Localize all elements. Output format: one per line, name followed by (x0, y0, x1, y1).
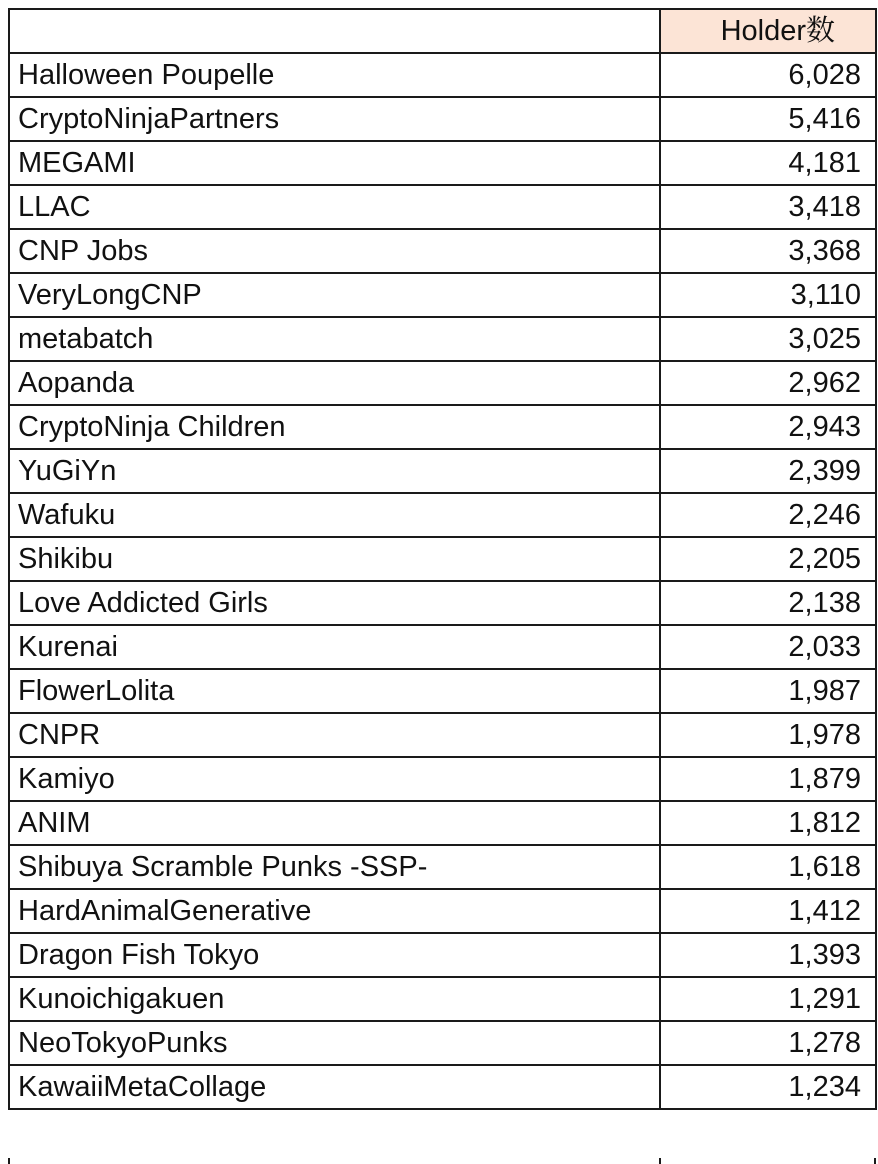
holder-count-cell[interactable]: 5,416 (660, 97, 876, 141)
table-row (9, 53, 876, 97)
next-row-edge (8, 1158, 876, 1164)
table-row (9, 1065, 876, 1109)
table-row (9, 669, 876, 713)
table-row (9, 317, 876, 361)
holder-count-cell[interactable]: 4,181 (660, 141, 876, 185)
collection-name-cell[interactable]: FlowerLolita (9, 669, 660, 713)
table-row (9, 845, 876, 889)
collection-name-cell[interactable]: CryptoNinja Children (9, 405, 660, 449)
collection-name-cell[interactable]: Wafuku (9, 493, 660, 537)
holder-count-cell[interactable]: 2,399 (660, 449, 876, 493)
collection-name-cell[interactable]: NeoTokyoPunks (9, 1021, 660, 1065)
collection-name-cell[interactable]: Aopanda (9, 361, 660, 405)
holder-count-cell[interactable]: 1,812 (660, 801, 876, 845)
collection-name-cell[interactable]: KawaiiMetaCollage (9, 1065, 660, 1109)
holder-count-cell[interactable]: 2,943 (660, 405, 876, 449)
holder-count-cell[interactable]: 3,110 (660, 273, 876, 317)
holder-count-cell[interactable]: 3,025 (660, 317, 876, 361)
table-row (9, 449, 876, 493)
header-row (9, 9, 876, 53)
table-row (9, 1021, 876, 1065)
holder-count-cell[interactable]: 2,205 (660, 537, 876, 581)
holder-count-cell[interactable]: 2,138 (660, 581, 876, 625)
holder-count-table (8, 8, 877, 1110)
right-border-stub (874, 1158, 876, 1164)
collection-name-cell[interactable]: Kamiyo (9, 757, 660, 801)
header-name-cell[interactable] (9, 9, 660, 53)
collection-name-cell[interactable]: YuGiYn (9, 449, 660, 493)
table-row (9, 97, 876, 141)
table-row (9, 581, 876, 625)
table-row (9, 933, 876, 977)
collection-name-cell[interactable]: Love Addicted Girls (9, 581, 660, 625)
collection-name-cell[interactable]: MEGAMI (9, 141, 660, 185)
collection-name-cell[interactable]: Kurenai (9, 625, 660, 669)
table-row (9, 141, 876, 185)
collection-name-cell[interactable]: ANIM (9, 801, 660, 845)
holder-count-cell[interactable]: 1,987 (660, 669, 876, 713)
holder-count-cell[interactable]: 3,418 (660, 185, 876, 229)
holder-count-cell[interactable]: 1,978 (660, 713, 876, 757)
holder-count-cell[interactable]: 1,879 (660, 757, 876, 801)
collection-name-cell[interactable]: Shikibu (9, 537, 660, 581)
holder-count-cell[interactable]: 1,618 (660, 845, 876, 889)
table-row (9, 625, 876, 669)
column-divider-stub (659, 1158, 661, 1164)
collection-name-cell[interactable]: HardAnimalGenerative (9, 889, 660, 933)
holder-count-cell[interactable]: 1,412 (660, 889, 876, 933)
holder-count-cell[interactable]: 2,962 (660, 361, 876, 405)
collection-name-cell[interactable]: LLAC (9, 185, 660, 229)
table-row (9, 801, 876, 845)
table-row (9, 757, 876, 801)
collection-name-cell[interactable]: CNPR (9, 713, 660, 757)
collection-name-cell[interactable]: Kunoichigakuen (9, 977, 660, 1021)
table-row (9, 361, 876, 405)
collection-name-cell[interactable]: CryptoNinjaPartners (9, 97, 660, 141)
collection-name-cell[interactable]: Halloween Poupelle (9, 53, 660, 97)
collection-name-cell[interactable]: metabatch (9, 317, 660, 361)
holder-count-cell[interactable]: 1,278 (660, 1021, 876, 1065)
holder-count-cell[interactable]: 1,234 (660, 1065, 876, 1109)
collection-name-cell[interactable]: Shibuya Scramble Punks -SSP- (9, 845, 660, 889)
table-row (9, 185, 876, 229)
collection-name-cell[interactable]: Dragon Fish Tokyo (9, 933, 660, 977)
table-row (9, 977, 876, 1021)
table-row (9, 537, 876, 581)
header-holder-count-cell[interactable]: Holder数 (660, 9, 876, 53)
holder-count-cell[interactable]: 6,028 (660, 53, 876, 97)
holder-count-cell[interactable]: 2,033 (660, 625, 876, 669)
table-row (9, 229, 876, 273)
table-row (9, 273, 876, 317)
table-row (9, 405, 876, 449)
holder-count-cell[interactable]: 3,368 (660, 229, 876, 273)
holder-count-cell[interactable]: 2,246 (660, 493, 876, 537)
collection-name-cell[interactable]: VeryLongCNP (9, 273, 660, 317)
holder-count-cell[interactable]: 1,291 (660, 977, 876, 1021)
collection-name-cell[interactable]: CNP Jobs (9, 229, 660, 273)
table-row (9, 889, 876, 933)
table-row (9, 493, 876, 537)
table-row (9, 713, 876, 757)
holder-count-cell[interactable]: 1,393 (660, 933, 876, 977)
table-body (9, 9, 876, 1109)
